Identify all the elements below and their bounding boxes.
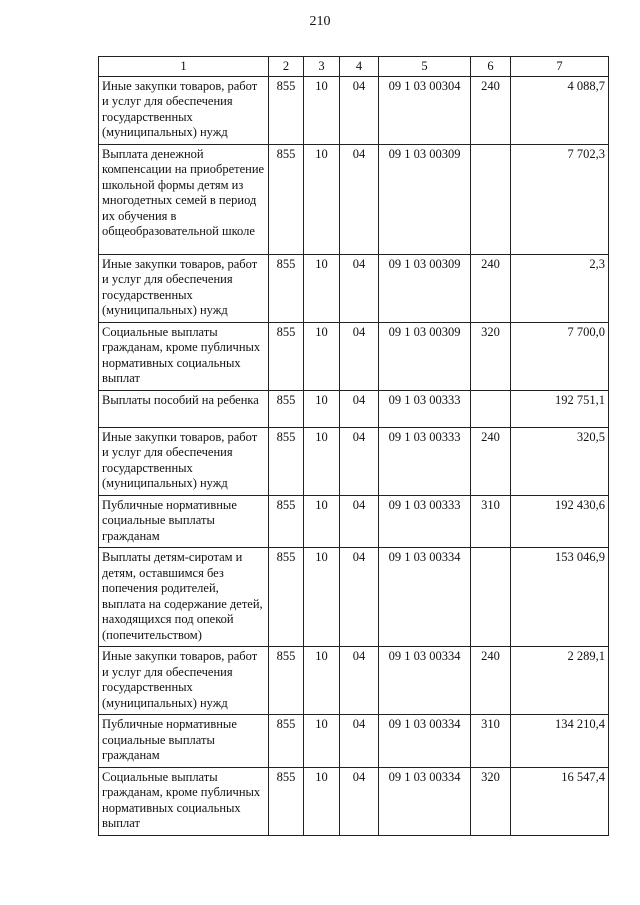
- row-col-5: 09 1 03 00333: [379, 495, 471, 548]
- table-row: [99, 254, 609, 322]
- row-name: Социальные выплаты гражданам, кроме публичных нормативных социальных выплат: [99, 322, 269, 390]
- row-col-2: 855: [269, 767, 304, 835]
- row-col-2: 855: [269, 715, 304, 768]
- row-col-4: 04: [340, 427, 379, 495]
- row-name: Публичные нормативные социальные выплаты гражданам: [99, 715, 269, 768]
- row-name: Иные закупки товаров, работ и услуг для обеспечения государственных (муниципальных) нужд: [99, 76, 269, 144]
- row-name: Выплаты детям-сиротам и детям, оставшимся без попечения родителей, выплата на содержание детей, находящихся под опекой (попечительством): [99, 548, 269, 647]
- row-col-6: 240: [471, 427, 511, 495]
- row-amount: 16 547,4: [511, 767, 609, 835]
- row-col-4: 04: [340, 647, 379, 715]
- row-col-2: 855: [269, 548, 304, 647]
- table-row: [99, 647, 609, 715]
- header-col-6: 6: [471, 57, 511, 77]
- row-amount: 192 430,6: [511, 495, 609, 548]
- row-col-3: 10: [304, 767, 340, 835]
- budget-table: [98, 56, 609, 836]
- row-col-5: 09 1 03 00334: [379, 767, 471, 835]
- row-col-5: 09 1 03 00333: [379, 427, 471, 495]
- row-col-3: 10: [304, 144, 340, 254]
- row-col-3: 10: [304, 647, 340, 715]
- row-col-6: [471, 144, 511, 254]
- row-col-6: [471, 390, 511, 427]
- row-name: Выплата денежной компенсации на приобретение школьной формы детям из многодетных семей в период их обучения в общеобразовательной школе: [99, 144, 269, 254]
- row-col-6: 310: [471, 715, 511, 768]
- row-col-3: 10: [304, 254, 340, 322]
- row-col-5: 09 1 03 00309: [379, 254, 471, 322]
- table-row: [99, 76, 609, 144]
- row-amount: 7 700,0: [511, 322, 609, 390]
- row-col-6: 240: [471, 254, 511, 322]
- header-col-3: 3: [304, 57, 340, 77]
- page-number: 210: [309, 14, 331, 29]
- row-name: Выплаты пособий на ребенка: [99, 390, 269, 427]
- row-col-5: 09 1 03 00334: [379, 647, 471, 715]
- row-col-6: 310: [471, 495, 511, 548]
- row-name: Иные закупки товаров, работ и услуг для обеспечения государственных (муниципальных) нужд: [99, 427, 269, 495]
- header-col-7: 7: [511, 57, 609, 77]
- row-name: Иные закупки товаров, работ и услуг для обеспечения государственных (муниципальных) нужд: [99, 647, 269, 715]
- table-row: [99, 322, 609, 390]
- row-col-6: 240: [471, 76, 511, 144]
- table-row: [99, 767, 609, 835]
- row-col-5: 09 1 03 00334: [379, 548, 471, 647]
- row-amount: 2 289,1: [511, 647, 609, 715]
- row-name: Иные закупки товаров, работ и услуг для обеспечения государственных (муниципальных) нужд: [99, 254, 269, 322]
- row-col-6: 240: [471, 647, 511, 715]
- row-col-2: 855: [269, 76, 304, 144]
- header-row: [99, 57, 609, 77]
- row-col-3: 10: [304, 390, 340, 427]
- row-amount: 2,3: [511, 254, 609, 322]
- table-row: [99, 390, 609, 427]
- header-col-4: 4: [340, 57, 379, 77]
- row-col-2: 855: [269, 427, 304, 495]
- row-col-3: 10: [304, 322, 340, 390]
- row-col-4: 04: [340, 390, 379, 427]
- row-col-5: 09 1 03 00334: [379, 715, 471, 768]
- row-col-6: 320: [471, 767, 511, 835]
- row-amount: 7 702,3: [511, 144, 609, 254]
- table-row: [99, 144, 609, 254]
- header-col-5: 5: [379, 57, 471, 77]
- row-col-2: 855: [269, 495, 304, 548]
- row-col-5: 09 1 03 00304: [379, 76, 471, 144]
- row-col-3: 10: [304, 427, 340, 495]
- row-col-2: 855: [269, 322, 304, 390]
- row-col-4: 04: [340, 715, 379, 768]
- row-amount: 153 046,9: [511, 548, 609, 647]
- row-col-3: 10: [304, 495, 340, 548]
- table-row: [99, 548, 609, 647]
- row-col-5: 09 1 03 00333: [379, 390, 471, 427]
- row-col-5: 09 1 03 00309: [379, 322, 471, 390]
- row-col-6: 320: [471, 322, 511, 390]
- row-col-2: 855: [269, 647, 304, 715]
- row-col-3: 10: [304, 548, 340, 647]
- row-amount: 4 088,7: [511, 76, 609, 144]
- header-col-2: 2: [269, 57, 304, 77]
- row-amount: 192 751,1: [511, 390, 609, 427]
- table-row: [99, 715, 609, 768]
- row-name: Социальные выплаты гражданам, кроме публичных нормативных социальных выплат: [99, 767, 269, 835]
- row-col-5: 09 1 03 00309: [379, 144, 471, 254]
- row-col-3: 10: [304, 76, 340, 144]
- table-row: [99, 495, 609, 548]
- row-amount: 320,5: [511, 427, 609, 495]
- row-col-3: 10: [304, 715, 340, 768]
- table-row: [99, 427, 609, 495]
- row-col-4: 04: [340, 144, 379, 254]
- row-col-4: 04: [340, 767, 379, 835]
- row-name: Публичные нормативные социальные выплаты гражданам: [99, 495, 269, 548]
- row-col-2: 855: [269, 390, 304, 427]
- row-col-4: 04: [340, 495, 379, 548]
- row-col-6: [471, 548, 511, 647]
- row-col-4: 04: [340, 322, 379, 390]
- row-col-2: 855: [269, 254, 304, 322]
- row-col-4: 04: [340, 76, 379, 144]
- row-col-4: 04: [340, 254, 379, 322]
- row-amount: 134 210,4: [511, 715, 609, 768]
- row-col-2: 855: [269, 144, 304, 254]
- header-col-1: 1: [99, 57, 269, 77]
- row-col-4: 04: [340, 548, 379, 647]
